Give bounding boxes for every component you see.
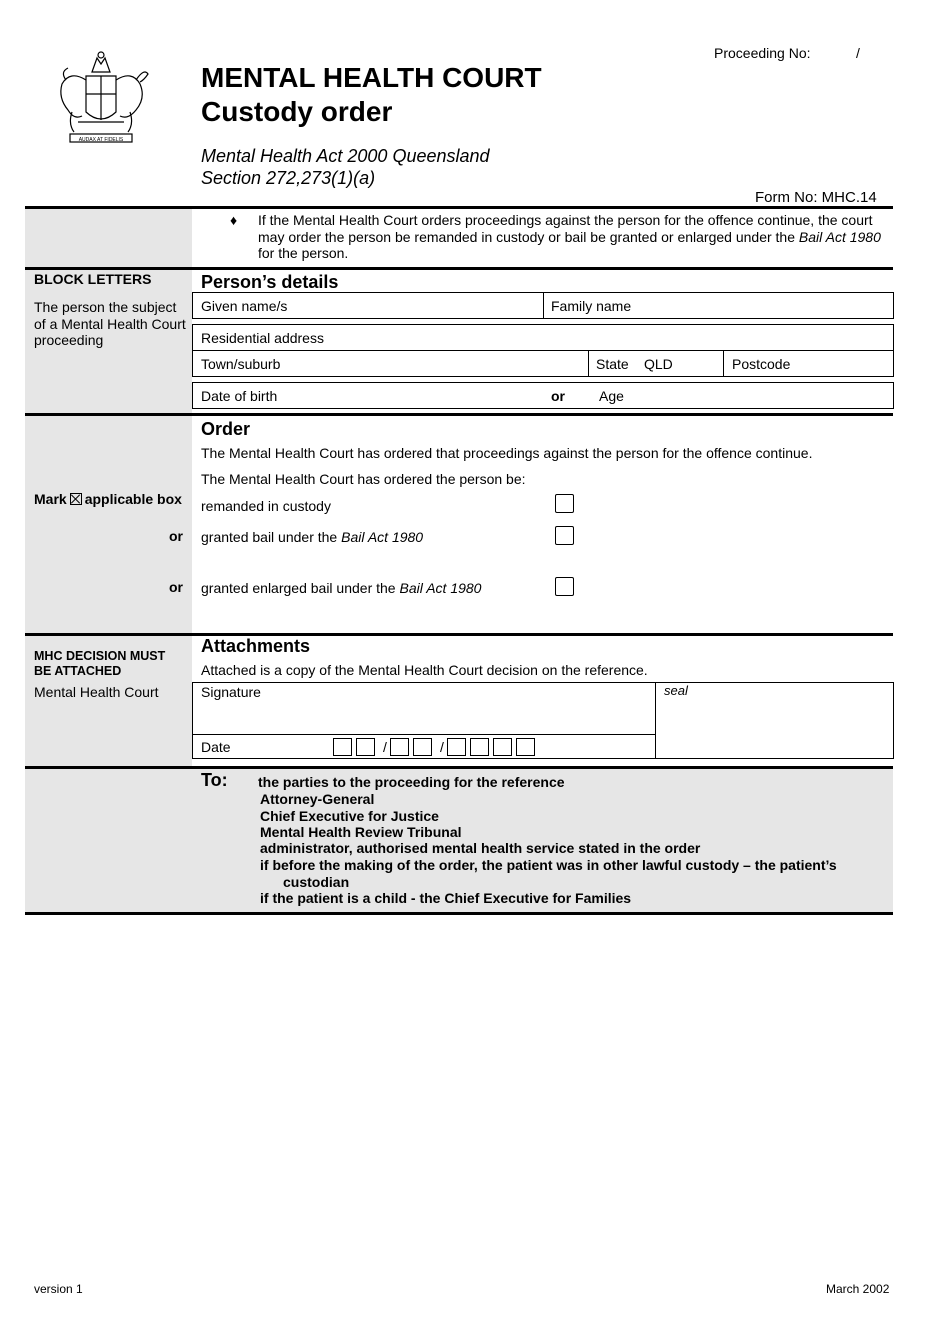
signature-block — [192, 682, 894, 759]
residential-address-field[interactable]: Residential address — [201, 330, 324, 346]
to-recipient: Mental Health Review Tribunal — [260, 824, 462, 840]
act-section: Section 272,273(1)(a) — [201, 168, 376, 188]
order-heading: Order — [201, 419, 251, 439]
to-recipient: the parties to the proceeding for the reference — [258, 774, 565, 790]
mark-applicable-box-note: Mark applicable box — [34, 491, 182, 507]
to-label: To: — [201, 770, 228, 790]
divider — [192, 350, 894, 351]
block-letters-heading: BLOCK LETTERS — [34, 271, 152, 287]
divider — [25, 912, 893, 915]
date-month-digit[interactable] — [390, 738, 409, 756]
state-value: QLD — [644, 356, 673, 372]
attachments-heading: Attachments — [201, 636, 311, 656]
act-name: Mental Health Act 2000 Queensland — [201, 146, 490, 166]
remanded-in-custody-checkbox[interactable] — [555, 494, 574, 513]
order-line-continue: The Mental Health Court has ordered that proceedings against the person for the offence continue. — [201, 445, 813, 461]
divider — [588, 350, 589, 377]
checked-box-icon — [70, 493, 82, 505]
court-title: MENTAL HEALTH COURT — [201, 62, 542, 93]
to-recipient: if the patient is a child - the Chief Executive for Families — [260, 890, 632, 906]
given-name-field[interactable]: Given name/s — [201, 298, 288, 314]
family-name-field[interactable]: Family name — [551, 298, 632, 314]
to-recipient: Chief Executive for Justice — [260, 808, 439, 824]
divider — [543, 292, 544, 319]
divider — [723, 350, 724, 377]
date-year-digit[interactable] — [516, 738, 535, 756]
or-label: or — [551, 388, 565, 404]
to-recipient: administrator, authorised mental health service stated in the order — [260, 840, 701, 856]
date-day-digit[interactable] — [333, 738, 352, 756]
to-recipient: if before the making of the order, the patient was in other lawful custody – the patient’s — [260, 857, 837, 873]
proceeding-number-slash: / — [856, 45, 860, 61]
town-suburb-field[interactable]: Town/suburb — [201, 356, 281, 372]
bullet-icon: ♦ — [230, 212, 238, 228]
postcode-field[interactable]: Postcode — [732, 356, 791, 372]
dob-row — [192, 382, 894, 409]
sidebar-shade — [25, 416, 192, 634]
queensland-crest-logo — [52, 50, 150, 146]
mhc-decision-attached-heading: MHC DECISION MUST BE ATTACHED — [34, 649, 166, 678]
version-label: version 1 — [34, 1282, 83, 1296]
person-side-note: The person the subject of a Mental Health Court proceeding — [34, 299, 186, 348]
revision-date: March 2002 — [826, 1282, 890, 1296]
divider — [655, 682, 656, 759]
date-year-digit[interactable] — [470, 738, 489, 756]
divider — [192, 734, 655, 735]
date-slash: / — [383, 739, 387, 755]
remanded-in-custody-label: remanded in custody — [201, 498, 331, 514]
to-recipient: Attorney-General — [260, 791, 375, 807]
granted-enlarged-bail-checkbox[interactable] — [555, 577, 574, 596]
form-number: Form No: MHC.14 — [755, 189, 877, 206]
date-year-digit[interactable] — [447, 738, 466, 756]
attachments-side-note: Mental Health Court — [34, 684, 159, 700]
date-slash: / — [440, 739, 444, 755]
age-field[interactable]: Age — [599, 388, 624, 404]
date-field-label: Date — [201, 739, 231, 755]
to-recipient: custodian — [283, 874, 350, 890]
or-label: or — [169, 579, 183, 595]
date-of-birth-field[interactable]: Date of birth — [201, 388, 278, 404]
signature-field[interactable]: Signature — [201, 684, 261, 700]
order-line-person-be: The Mental Health Court has ordered the person be: — [201, 471, 526, 487]
order-title: Custody order — [201, 96, 393, 127]
granted-bail-label: granted bail under the Bail Act 1980 — [201, 529, 424, 545]
date-month-digit[interactable] — [413, 738, 432, 756]
svg-text:AUDAX AT FIDELIS: AUDAX AT FIDELIS — [78, 137, 124, 143]
attachments-line: Attached is a copy of the Mental Health Court decision on the reference. — [201, 662, 648, 678]
sidebar-shade — [25, 209, 192, 268]
seal-label: seal — [664, 683, 688, 698]
or-label: or — [169, 528, 183, 544]
persons-details-heading: Person’s details — [201, 272, 339, 292]
date-day-digit[interactable] — [356, 738, 375, 756]
granted-bail-checkbox[interactable] — [555, 526, 574, 545]
date-year-digit[interactable] — [493, 738, 512, 756]
granted-enlarged-bail-label: granted enlarged bail under the Bail Act 1980 — [201, 580, 482, 596]
proceeding-number-label: Proceeding No: — [714, 45, 811, 61]
state-label: State — [596, 356, 629, 372]
intro-text: If the Mental Health Court orders proceedings against the person for the offence continue, the court may order the person be remanded in custody or bail be granted or enlarged under the Bail Act 1980 for the person. — [258, 212, 881, 261]
